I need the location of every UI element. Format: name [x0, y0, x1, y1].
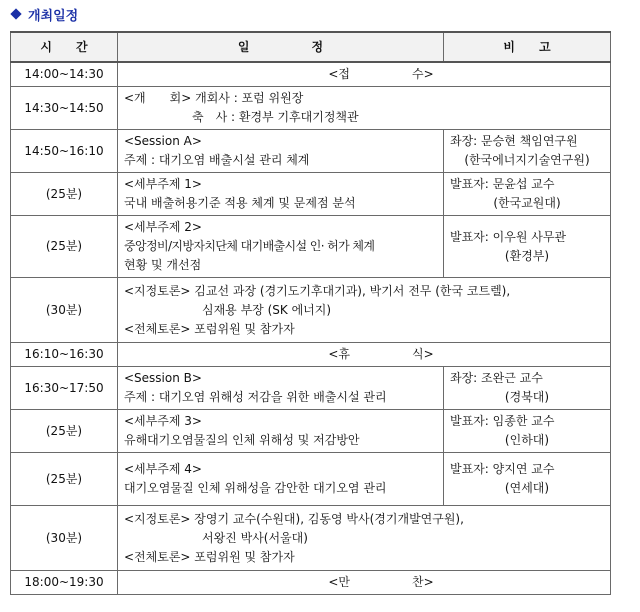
- table-row: [11, 130, 611, 173]
- table-row: [11, 62, 611, 87]
- note-line: 발표자: 임종한 교수: [450, 414, 555, 428]
- row-time: 14:00~14:30: [11, 62, 118, 87]
- row-line: <세부주제 3>: [124, 414, 202, 428]
- header-time-char-1: 시: [40, 39, 52, 54]
- row-note: [444, 216, 611, 278]
- row-content: [118, 130, 444, 173]
- row-content: [118, 506, 611, 571]
- row-content: [118, 216, 444, 278]
- row-note: [444, 173, 611, 216]
- row-line: <세부주제 4>: [124, 462, 202, 476]
- row-time: 16:10~16:30: [11, 343, 118, 367]
- table-row: [11, 173, 611, 216]
- note-line: (경북대): [504, 390, 550, 404]
- header-schedule-char-1: 일: [237, 39, 250, 54]
- table-row: [11, 278, 611, 343]
- row-time: 14:50~16:10: [11, 130, 118, 173]
- row-time: (25분): [11, 216, 118, 278]
- row-time: 14:30~14:50: [11, 87, 118, 130]
- row-content: [118, 87, 611, 130]
- row-line: <전체토론> 포럼위원 및 참가자: [124, 321, 295, 336]
- row-content-part: <만: [328, 575, 350, 589]
- row-line: <세부주제 1>: [124, 177, 202, 191]
- table-row: [11, 343, 611, 367]
- row-time: (30분): [11, 278, 118, 343]
- row-line: 국내 배출허용기준 적용 체계 및 문제점 분석: [124, 196, 356, 210]
- header-time: [11, 32, 118, 62]
- row-time: (25분): [11, 453, 118, 506]
- table-row: [11, 453, 611, 506]
- row-content: [118, 453, 444, 506]
- note-line: (한국에너지기술연구원): [464, 153, 590, 167]
- row-line: 심재용 부장 (SK 에너지): [202, 302, 332, 317]
- row-line: 중앙정비/지방자치단체 대기배출시설 인· 허가 체계: [124, 239, 375, 253]
- header-note: [444, 32, 611, 62]
- note-line: (연세대): [504, 481, 550, 495]
- row-line: <세부주제 2>: [124, 220, 202, 234]
- row-line: 대기오염물질 인체 위해성을 감안한 대기오염 관리: [124, 481, 387, 495]
- row-line: 현황 및 개선점: [124, 258, 202, 272]
- table-row: [11, 506, 611, 571]
- header-schedule: [118, 32, 444, 62]
- row-content: [118, 343, 611, 367]
- table-header-row: [11, 32, 611, 62]
- row-note: [444, 410, 611, 453]
- row-time: (30분): [11, 506, 118, 571]
- table-row: [11, 87, 611, 130]
- row-content: [118, 571, 611, 595]
- row-content: [118, 173, 444, 216]
- note-line: (한국교원대): [493, 196, 561, 210]
- row-content-part: 찬>: [412, 575, 434, 589]
- note-line: 좌장: 조완근 교수: [450, 371, 543, 385]
- header-note-char-2: 고: [539, 39, 551, 54]
- section-heading: [9, 4, 78, 24]
- row-content: [118, 278, 611, 343]
- row-time: 16:30~17:50: [11, 367, 118, 410]
- row-note: [444, 367, 611, 410]
- row-line: 주제 : 대기오염 배출시설 관리 체계: [124, 153, 310, 167]
- header-note-char-1: 비: [503, 39, 515, 54]
- diamond-bullet-icon: [10, 8, 21, 19]
- note-line: 좌장: 문승현 책임연구원: [450, 134, 578, 148]
- table-row: [11, 216, 611, 278]
- row-note: [444, 453, 611, 506]
- row-line: 유해대기오염물질의 인체 위해성 및 저감방안: [124, 433, 360, 447]
- row-content-part: 식>: [412, 347, 434, 361]
- row-content: [118, 410, 444, 453]
- row-content: [118, 62, 611, 87]
- row-line: <개 회> 개회사 : 포럼 위원장: [124, 91, 304, 105]
- row-line: 축 사 : 환경부 기후대기정책관: [192, 110, 359, 124]
- row-line: <지정토론> 김교선 과장 (경기도기후대기과), 박기서 전무 (한국 코트렐),: [124, 283, 511, 298]
- table-row: [11, 367, 611, 410]
- schedule-table: [10, 31, 611, 595]
- header-schedule-char-2: 정: [311, 39, 324, 54]
- row-line: <지정토론> 장영기 교수(수원대), 김동영 박사(경기개발연구원),: [124, 511, 464, 526]
- table-row: [11, 571, 611, 595]
- row-content-part: 수>: [412, 67, 434, 81]
- row-line: <Session A>: [124, 134, 202, 148]
- header-time-char-2: 간: [76, 39, 88, 54]
- row-line: <Session B>: [124, 371, 202, 385]
- table-row: [11, 410, 611, 453]
- row-line: 주제 : 대기오염 위해성 저감을 위한 배출시설 관리: [124, 390, 387, 404]
- row-line: <전체토론> 포럼위원 및 참가자: [124, 549, 295, 564]
- heading-text: 개최일정: [28, 8, 79, 24]
- note-line: 발표자: 이우원 사무관: [450, 229, 567, 244]
- row-line: 서왕진 박사(서울대): [202, 530, 308, 545]
- row-time: (25분): [11, 410, 118, 453]
- row-time: 18:00~19:30: [11, 571, 118, 595]
- note-line: 발표자: 문윤섭 교수: [450, 177, 555, 191]
- row-content-part: <휴: [328, 347, 350, 361]
- note-line: (환경부): [504, 248, 550, 263]
- row-content-part: <접: [328, 67, 350, 81]
- row-content: [118, 367, 444, 410]
- note-line: (인하대): [504, 433, 550, 447]
- note-line: 발표자: 양지연 교수: [450, 462, 555, 476]
- row-note: [444, 130, 611, 173]
- row-time: (25분): [11, 173, 118, 216]
